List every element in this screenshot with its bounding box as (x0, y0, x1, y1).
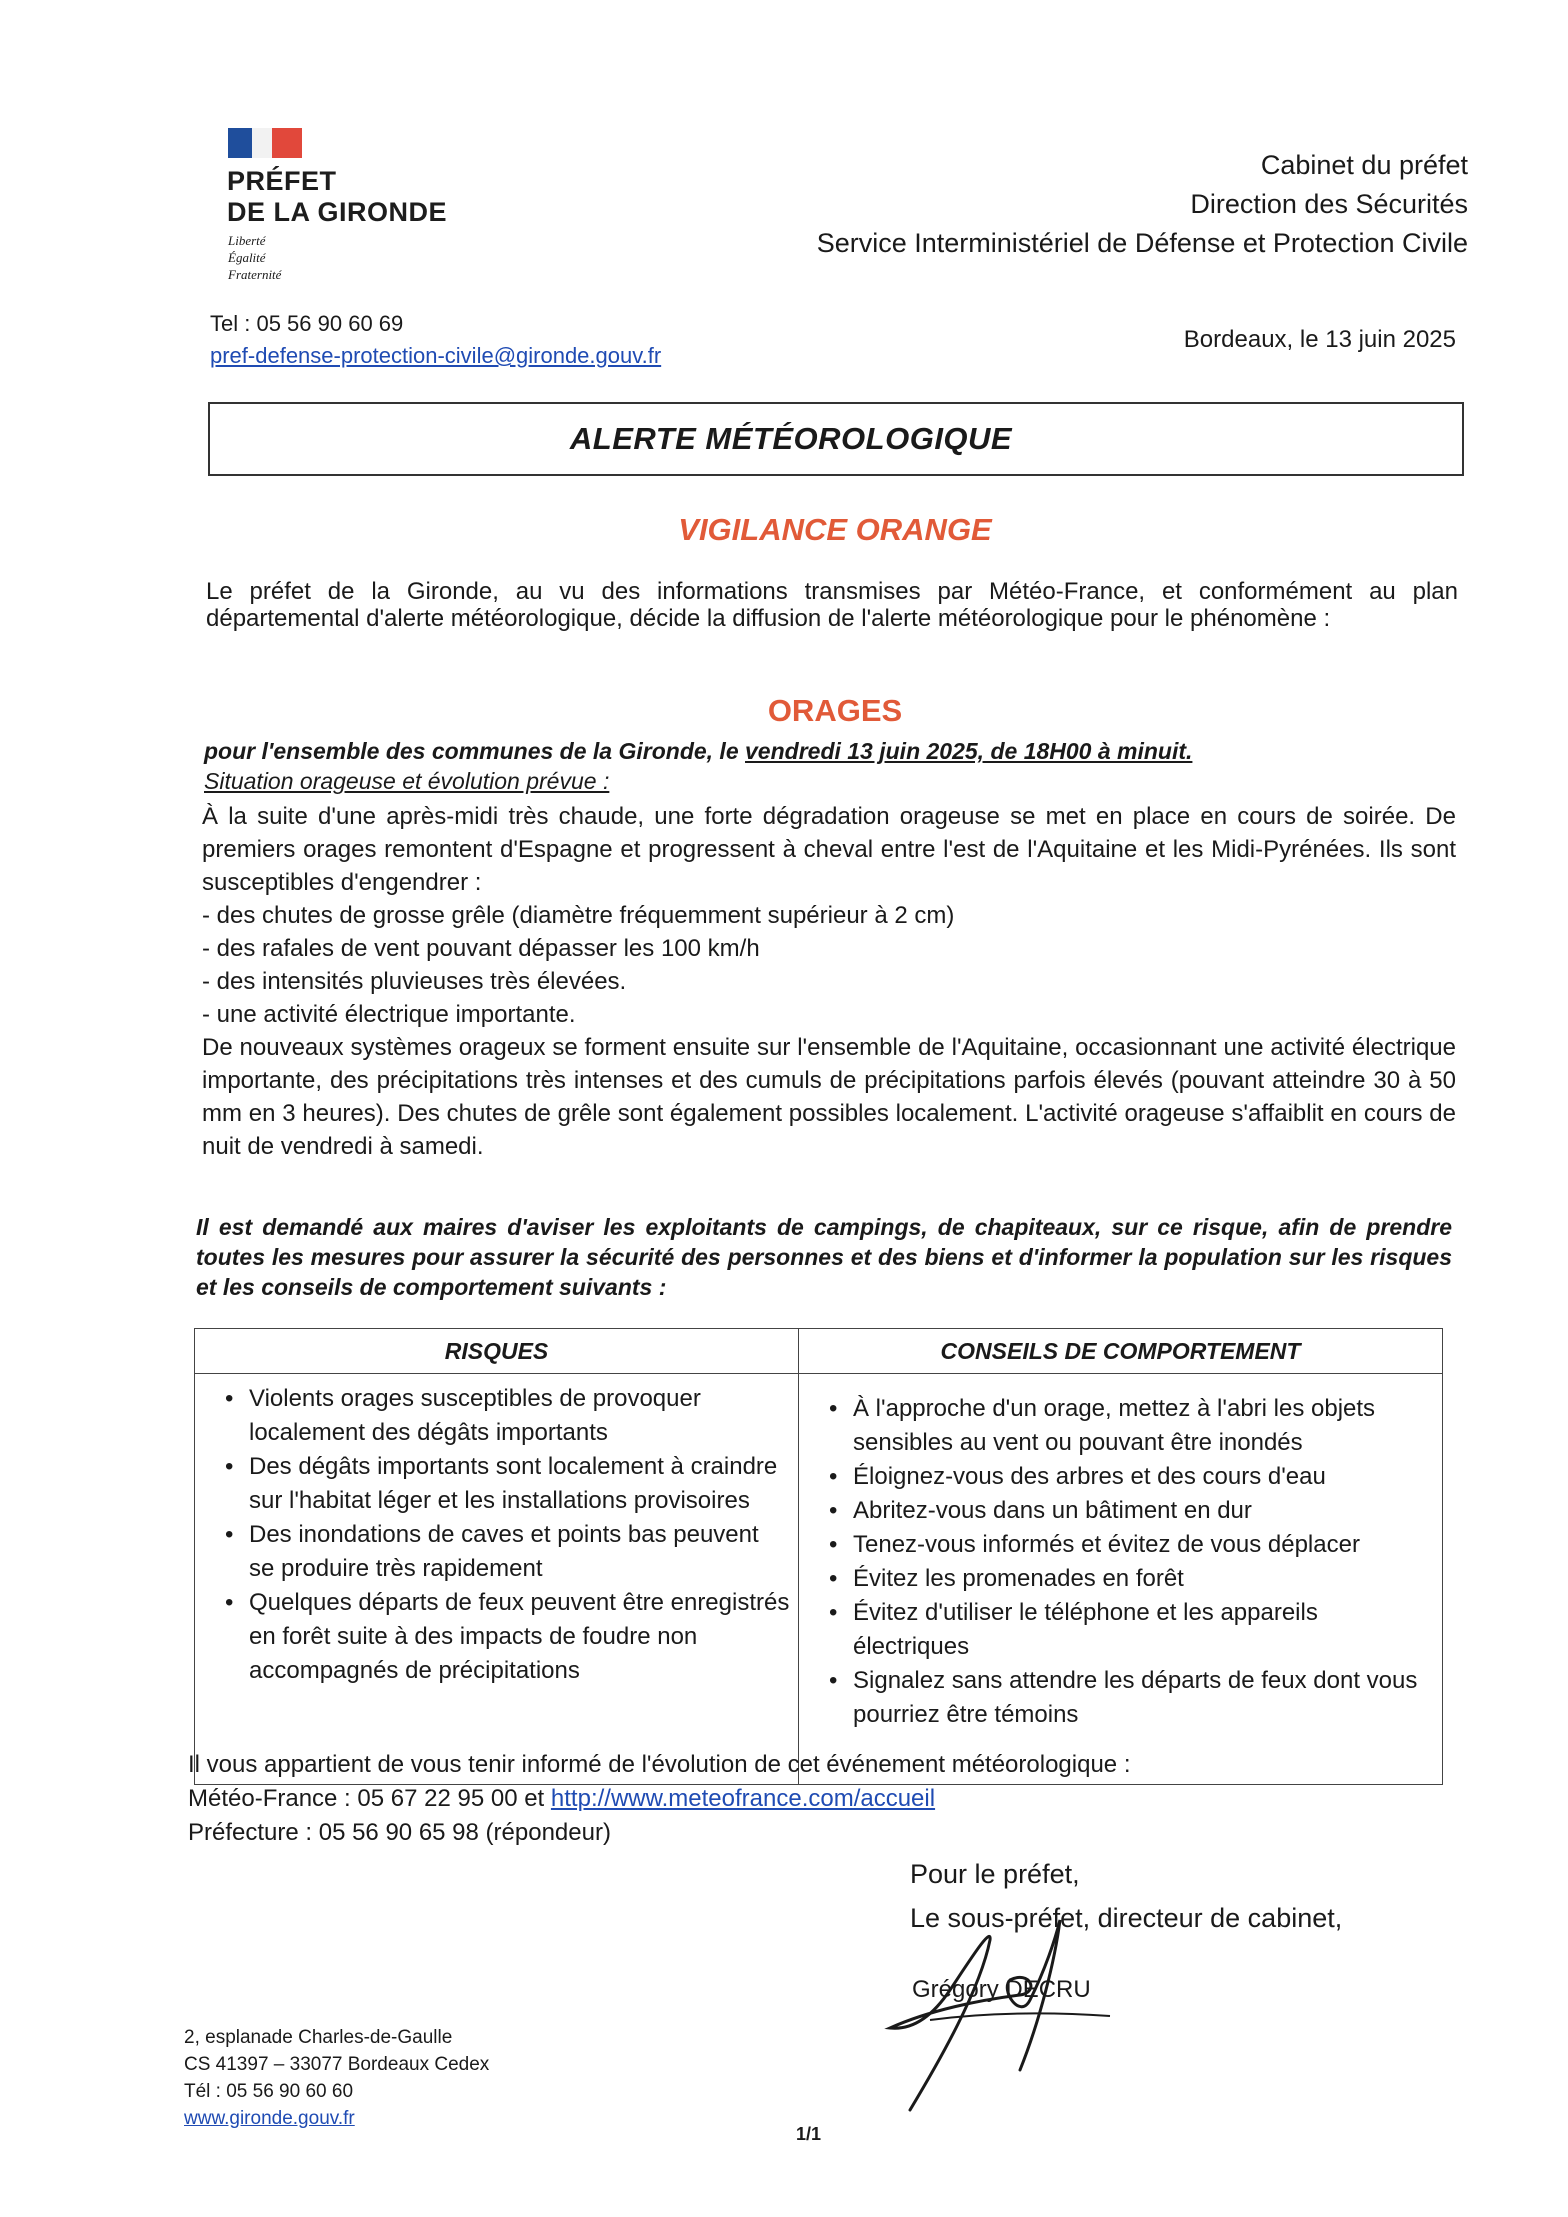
situation-list-item: - des chutes de grosse grêle (diamètre fréquemment supérieur à 2 cm) (202, 902, 955, 929)
situation-list-item: - des rafales de vent pouvant dépasser les 100 km/h (202, 935, 760, 962)
risques-header: RISQUES (195, 1329, 799, 1374)
address-line-2: CS 41397 – 33077 Bordeaux Cedex (184, 2054, 490, 2075)
service-line: Service Interministériel de Défense et Protection Civile (816, 228, 1468, 258)
situation-heading: Situation orageuse et évolution prévue : (204, 768, 610, 794)
issuing-service (817, 146, 1468, 263)
page-number: 1/1 (796, 2124, 822, 2144)
motto-fraternite: Fraternité (228, 267, 282, 282)
info-contacts (188, 1748, 1130, 1850)
signatory-name: Grégory DECRU (912, 1976, 1091, 2003)
risks-advice-table (194, 1328, 1443, 1785)
conseil-item: • Signalez sans attendre les départs de feux dont vous pourriez être témoins (835, 1664, 1434, 1732)
motto-egalite: Égalité (228, 250, 266, 265)
phone-number: Tel : 05 56 90 60 69 (210, 311, 404, 336)
republic-motto (228, 232, 281, 283)
situation-paragraph-2: De nouveaux systèmes orageux se forment ensuite sur l'ensemble de l'Aquitaine, occasionnant une activité électrique importante, des précipitations très intenses et des cumuls de précipitations parfois élevés (pouvant atteindre 30 à 50 mm en 3 heures). Des chutes de grêle sont également possibles localement. L'activité orageuse s'affaiblit en cours de nuit de vendredi à samedi. (202, 1034, 1456, 1160)
info-line: Il vous appartient de vous tenir informé de l'évolution de cet événement météorologique : (188, 1751, 1131, 1778)
conseils-header: CONSEILS DE COMPORTEMENT (799, 1329, 1443, 1374)
address-line-1: 2, esplanade Charles-de-Gaulle (184, 2027, 453, 2048)
conseil-item: • Tenez-vous informés et évitez de vous déplacer (835, 1528, 1434, 1562)
brand-line-1: PRÉFET (227, 166, 337, 196)
situation-list-item: - des intensités pluvieuses très élevées. (202, 968, 627, 995)
scope-date: vendredi 13 juin 2025, de 18H00 à minuit. (745, 738, 1193, 764)
risques-cell (195, 1374, 799, 1785)
conseil-item: • Évitez d'utiliser le téléphone et les appareils électriques (835, 1596, 1434, 1664)
signature-line-2: Le sous-préfet, directeur de cabinet, (910, 1903, 1343, 1933)
direction-line: Direction des Sécurités (1190, 189, 1468, 219)
postal-address (184, 2024, 489, 2132)
handwritten-signature (870, 1900, 1130, 2130)
situation-paragraph-1: À la suite d'une après-midi très chaude, une forte dégradation orageuse se met en place en cours de soirée. De premiers orages remontent d'Espagne et progressent à cheval entre l'est de l'Aquitaine et les Midi-Pyrénées. Ils sont susceptibles d'engendrer : (202, 803, 1456, 896)
mayors-instruction: Il est demandé aux maires d'aviser les exploitants de campings, de chapiteaux, sur ce risque, afin de prendre toutes les mesures pour assurer la sécurité des personnes et des biens et d'informer la population sur les risques et les conseils de comportement suivants : (196, 1214, 1452, 1300)
marianne-flag-logo (228, 128, 302, 158)
conseil-item: • Abritez-vous dans un bâtiment en dur (835, 1494, 1434, 1528)
prefecture-brand (227, 166, 447, 228)
contact-block (210, 308, 661, 372)
situation-list-item: - une activité électrique importante. (202, 1001, 576, 1028)
brand-line-2: DE LA GIRONDE (227, 197, 448, 227)
conseil-item: • Évitez les promenades en forêt (835, 1562, 1434, 1596)
phenomenon-heading: ORAGES (767, 693, 903, 728)
risque-item: • Quelques départs de feux peuvent être enregistrés en forêt suite à des impacts de foudre non accompagnés de précipitations (231, 1586, 790, 1688)
document-title: ALERTE MÉTÉOROLOGIQUE (569, 421, 1013, 456)
risque-item: • Des dégâts importants sont localement à craindre sur l'habitat léger et les installations provisoires (231, 1450, 790, 1518)
cabinet-line: Cabinet du préfet (1260, 150, 1468, 180)
prefecture-line: Préfecture : 05 56 90 65 98 (répondeur) (188, 1819, 611, 1846)
website-link[interactable]: www.gironde.gouv.fr (184, 2108, 355, 2129)
situation-body (202, 800, 1456, 1163)
conseils-list (813, 1392, 1434, 1732)
document-date: Bordeaux, le 13 juin 2025 (1183, 326, 1456, 353)
risques-list (209, 1382, 790, 1688)
motto-liberte: Liberté (228, 233, 266, 248)
title-box (208, 402, 1464, 476)
conseil-item: • Éloignez-vous des arbres et des cours d'eau (835, 1460, 1434, 1494)
meteo-france-line (188, 1782, 1130, 1816)
meteo-france-phone: Météo-France : 05 67 22 95 00 et (188, 1785, 551, 1812)
conseil-item: • À l'approche d'un orage, mettez à l'abri les objets sensibles au vent ou pouvant être inondés (835, 1392, 1434, 1460)
address-phone: Tél : 05 56 90 60 60 (184, 2081, 354, 2102)
scope-line (204, 738, 1192, 765)
vigilance-level: VIGILANCE ORANGE (678, 512, 992, 547)
contact-email-link[interactable]: pref-defense-protection-civile@gironde.gouv.fr (210, 343, 662, 368)
scope-prefix: pour l'ensemble des communes de la Gironde, le (204, 738, 746, 764)
risque-item: • Des inondations de caves et points bas peuvent se produire très rapidement (231, 1518, 790, 1586)
meteofrance-link[interactable]: http://www.meteofrance.com/accueil (550, 1785, 936, 1812)
conseils-cell (799, 1374, 1443, 1785)
signature-line-1: Pour le préfet, (910, 1859, 1080, 1889)
risque-item: • Violents orages susceptibles de provoquer localement des dégâts importants (231, 1382, 790, 1450)
intro-paragraph: Le préfet de la Gironde, au vu des informations transmises par Météo-France, et conformément au plan départemental d'alerte météorologique, décide la diffusion de l'alerte météorologique pour le phénomène : (206, 578, 1458, 632)
